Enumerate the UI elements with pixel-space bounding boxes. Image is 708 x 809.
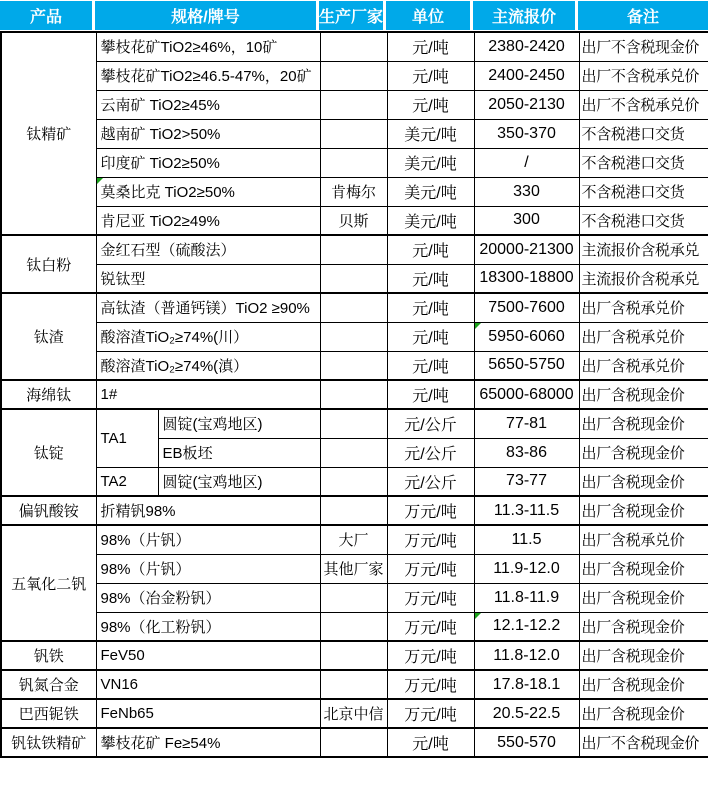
table-row xyxy=(1,264,708,293)
note-cell[interactable]: 不含税港口交货 xyxy=(579,177,708,206)
spec-cell[interactable]: 圆锭(宝鸡地区) xyxy=(158,409,320,438)
spec-cell[interactable]: FeV50 xyxy=(96,641,320,670)
manufacturer-cell[interactable] xyxy=(320,583,387,612)
unit-cell[interactable]: 元/吨 xyxy=(387,264,474,293)
manufacturer-cell[interactable] xyxy=(320,380,387,409)
spec-cell[interactable]: EB板坯 xyxy=(158,438,320,467)
note-cell[interactable]: 出厂含税现金价 xyxy=(579,467,708,496)
unit-cell[interactable]: 万元/吨 xyxy=(387,670,474,699)
spec-cell[interactable]: 印度矿 TiO2≥50% xyxy=(96,148,320,177)
note-cell[interactable]: 出厂含税现金价 xyxy=(579,438,708,467)
unit-cell[interactable]: 美元/吨 xyxy=(387,148,474,177)
note-cell[interactable]: 出厂不含税承兑价 xyxy=(579,90,708,119)
table-row xyxy=(1,351,708,380)
note-cell[interactable]: 不含税港口交货 xyxy=(579,119,708,148)
unit-cell[interactable]: 万元/吨 xyxy=(387,641,474,670)
spec-cell[interactable]: 98%（冶金粉钒） xyxy=(96,583,320,612)
price-cell[interactable]: 300 xyxy=(474,206,579,235)
note-cell[interactable]: 出厂含税承兑价 xyxy=(579,351,708,380)
price-cell[interactable]: 330 xyxy=(474,177,579,206)
spec-cell[interactable]: 折精钒98% xyxy=(96,496,320,525)
price-cell[interactable]: 11.3-11.5 xyxy=(474,496,579,525)
product-cell[interactable]: 钛锭 xyxy=(1,409,96,496)
product-cell[interactable]: 偏钒酸铵 xyxy=(1,496,96,525)
product-cell[interactable]: 巴西铌铁 xyxy=(1,699,96,728)
price-cell[interactable]: 550-570 xyxy=(474,728,579,757)
product-cell[interactable]: 钛渣 xyxy=(1,293,96,380)
manufacturer-cell[interactable] xyxy=(320,438,387,467)
manufacturer-cell[interactable] xyxy=(320,670,387,699)
table-row xyxy=(1,206,708,235)
table-header xyxy=(0,0,708,31)
note-cell[interactable]: 出厂含税现金价 xyxy=(579,496,708,525)
spec-cell[interactable]: 金红石型（硫酸法） xyxy=(96,235,320,264)
price-cell[interactable]: 5650-5750 xyxy=(474,351,579,380)
note-cell[interactable]: 主流报价含税承兑 xyxy=(579,235,708,264)
spec-cell[interactable]: 98%（化工粉钒） xyxy=(96,612,320,641)
unit-cell[interactable]: 元/吨 xyxy=(387,322,474,351)
comment-indicator-icon xyxy=(97,178,103,184)
column-header-manufacturer[interactable]: 生产厂家 xyxy=(319,1,386,30)
table-row xyxy=(1,525,708,554)
spec-cell[interactable]: 锐钛型 xyxy=(96,264,320,293)
spec-cell[interactable]: 圆锭(宝鸡地区) xyxy=(158,467,320,496)
grade-cell[interactable]: TA2 xyxy=(96,467,158,496)
manufacturer-cell[interactable] xyxy=(320,612,387,641)
unit-cell[interactable]: 万元/吨 xyxy=(387,496,474,525)
product-cell[interactable]: 钒氮合金 xyxy=(1,670,96,699)
note-cell[interactable]: 出厂不含税现金价 xyxy=(579,32,708,61)
spec-cell[interactable]: 攀枝花矿 Fe≥54% xyxy=(96,728,320,757)
table-row xyxy=(1,612,708,641)
spec-cell[interactable]: 98%（片钒） xyxy=(96,554,320,583)
table-row xyxy=(1,293,708,322)
spec-cell[interactable]: 酸溶渣TiO₂≥74%(川） xyxy=(96,322,320,351)
manufacturer-cell[interactable] xyxy=(320,148,387,177)
unit-cell[interactable]: 元/吨 xyxy=(387,90,474,119)
manufacturer-cell[interactable] xyxy=(320,119,387,148)
unit-cell[interactable]: 元/吨 xyxy=(387,351,474,380)
note-cell[interactable]: 出厂含税承兑价 xyxy=(579,322,708,351)
spec-value: 莫桑比克 TiO2≥50% xyxy=(100,184,235,201)
note-cell[interactable]: 出厂不含税承兑价 xyxy=(579,61,708,90)
manufacturer-cell[interactable]: 肯梅尔 xyxy=(320,177,387,206)
spec-cell[interactable]: 1# xyxy=(96,380,320,409)
price-cell[interactable]: 350-370 xyxy=(474,119,579,148)
spec-cell[interactable]: 酸溶渣TiO₂≥74%(滇） xyxy=(96,351,320,380)
table-row xyxy=(1,148,708,177)
table-row xyxy=(1,583,708,612)
table-row xyxy=(1,554,708,583)
price-cell[interactable] xyxy=(474,322,579,351)
unit-cell[interactable]: 元/公斤 xyxy=(387,409,474,438)
price-cell[interactable]: 20000-21300 xyxy=(474,235,579,264)
unit-cell[interactable]: 万元/吨 xyxy=(387,699,474,728)
manufacturer-cell[interactable]: 贝斯 xyxy=(320,206,387,235)
note-cell[interactable]: 出厂含税现金价 xyxy=(579,670,708,699)
comment-indicator-icon xyxy=(475,613,481,619)
unit-cell[interactable]: 元/吨 xyxy=(387,293,474,322)
price-cell[interactable]: 11.8-12.0 xyxy=(474,641,579,670)
unit-cell[interactable]: 万元/吨 xyxy=(387,554,474,583)
spec-cell[interactable]: 攀枝花矿TiO2≥46%，10矿 xyxy=(96,32,320,61)
table-row xyxy=(1,177,708,206)
comment-indicator-icon xyxy=(475,323,481,329)
manufacturer-cell[interactable] xyxy=(320,496,387,525)
manufacturer-cell[interactable] xyxy=(320,322,387,351)
price-cell[interactable] xyxy=(474,612,579,641)
table-row xyxy=(1,235,708,264)
note-cell[interactable]: 出厂含税承兑价 xyxy=(579,525,708,554)
unit-cell[interactable]: 元/吨 xyxy=(387,32,474,61)
price-cell[interactable]: 2400-2450 xyxy=(474,61,579,90)
manufacturer-cell[interactable] xyxy=(320,467,387,496)
unit-cell[interactable]: 万元/吨 xyxy=(387,583,474,612)
price-table xyxy=(0,31,708,758)
table-row xyxy=(1,90,708,119)
manufacturer-cell[interactable] xyxy=(320,32,387,61)
unit-cell[interactable]: 元/公斤 xyxy=(387,438,474,467)
price-value: 12.1-12.2 xyxy=(492,617,561,635)
column-header-spec[interactable]: 规格/牌号 xyxy=(95,1,319,30)
table-row xyxy=(1,119,708,148)
product-cell[interactable]: 海绵钛 xyxy=(1,380,96,409)
spec-cell[interactable]: FeNb65 xyxy=(96,699,320,728)
spec-cell[interactable]: 越南矿 TiO2>50% xyxy=(96,119,320,148)
price-cell[interactable]: 20.5-22.5 xyxy=(474,699,579,728)
unit-cell[interactable]: 元/吨 xyxy=(387,235,474,264)
table-row xyxy=(1,641,708,670)
table-row xyxy=(1,670,708,699)
spec-cell[interactable]: 高钛渣（普通钙镁）TiO2 ≥90% xyxy=(96,293,320,322)
manufacturer-cell[interactable]: 其他厂家 xyxy=(320,554,387,583)
grade-cell[interactable]: TA1 xyxy=(96,409,158,467)
unit-cell[interactable]: 元/吨 xyxy=(387,728,474,757)
table-row xyxy=(1,496,708,525)
price-cell[interactable]: 83-86 xyxy=(474,438,579,467)
manufacturer-cell[interactable] xyxy=(320,235,387,264)
column-header-product[interactable]: 产品 xyxy=(0,1,95,30)
table-row xyxy=(1,467,708,496)
manufacturer-cell[interactable] xyxy=(320,264,387,293)
note-cell[interactable]: 出厂含税现金价 xyxy=(579,380,708,409)
price-cell[interactable]: 17.8-18.1 xyxy=(474,670,579,699)
unit-cell[interactable]: 万元/吨 xyxy=(387,525,474,554)
note-cell[interactable]: 出厂含税承兑价 xyxy=(579,293,708,322)
note-cell[interactable]: 不含税港口交货 xyxy=(579,206,708,235)
table-row xyxy=(1,322,708,351)
table-row xyxy=(1,409,708,438)
product-cell[interactable]: 钛精矿 xyxy=(1,32,96,235)
price-cell[interactable]: / xyxy=(474,148,579,177)
manufacturer-cell[interactable] xyxy=(320,90,387,119)
price-cell[interactable]: 65000-68000 xyxy=(474,380,579,409)
note-cell[interactable]: 出厂含税现金价 xyxy=(579,699,708,728)
product-cell[interactable]: 五氧化二钒 xyxy=(1,525,96,641)
unit-cell[interactable]: 美元/吨 xyxy=(387,119,474,148)
note-cell[interactable]: 出厂含税现金价 xyxy=(579,409,708,438)
manufacturer-cell[interactable] xyxy=(320,61,387,90)
manufacturer-cell[interactable] xyxy=(320,293,387,322)
spec-cell[interactable]: 98%（片钒） xyxy=(96,525,320,554)
price-cell[interactable]: 2050-2130 xyxy=(474,90,579,119)
column-header-note[interactable]: 备注 xyxy=(578,1,708,30)
product-cell[interactable]: 钒钛铁精矿 xyxy=(1,728,96,757)
table-row xyxy=(1,728,708,757)
price-cell[interactable]: 11.5 xyxy=(474,525,579,554)
unit-cell[interactable]: 美元/吨 xyxy=(387,177,474,206)
unit-cell[interactable]: 元/公斤 xyxy=(387,467,474,496)
note-cell[interactable]: 出厂含税现金价 xyxy=(579,612,708,641)
column-header-price[interactable]: 主流报价 xyxy=(473,1,578,30)
table-row xyxy=(1,699,708,728)
price-cell[interactable]: 11.9-12.0 xyxy=(474,554,579,583)
unit-cell[interactable]: 元/吨 xyxy=(387,61,474,90)
manufacturer-cell[interactable] xyxy=(320,409,387,438)
spec-cell[interactable]: VN16 xyxy=(96,670,320,699)
column-header-unit[interactable]: 单位 xyxy=(386,1,473,30)
note-cell[interactable]: 出厂含税现金价 xyxy=(579,583,708,612)
manufacturer-cell[interactable] xyxy=(320,728,387,757)
table-row xyxy=(1,32,708,61)
price-value: 5950-6060 xyxy=(488,327,565,345)
manufacturer-cell[interactable] xyxy=(320,351,387,380)
unit-cell[interactable]: 万元/吨 xyxy=(387,612,474,641)
table-row xyxy=(1,380,708,409)
spec-cell[interactable]: 肯尼亚 TiO2≥49% xyxy=(96,206,320,235)
price-cell[interactable]: 7500-7600 xyxy=(474,293,579,322)
product-cell[interactable]: 钒铁 xyxy=(1,641,96,670)
price-cell[interactable]: 2380-2420 xyxy=(474,32,579,61)
spec-cell[interactable] xyxy=(96,177,320,206)
note-cell[interactable]: 出厂不含税现金价 xyxy=(579,728,708,757)
manufacturer-cell[interactable]: 大厂 xyxy=(320,525,387,554)
unit-cell[interactable]: 美元/吨 xyxy=(387,206,474,235)
price-cell[interactable]: 73-77 xyxy=(474,467,579,496)
note-cell[interactable]: 出厂含税现金价 xyxy=(579,641,708,670)
note-cell[interactable]: 不含税港口交货 xyxy=(579,148,708,177)
spec-cell[interactable]: 攀枝花矿TiO2≥46.5-47%，20矿 xyxy=(96,61,320,90)
table-row xyxy=(1,61,708,90)
spec-cell[interactable]: 云南矿 TiO2≥45% xyxy=(96,90,320,119)
manufacturer-cell[interactable]: 北京中信 xyxy=(320,699,387,728)
note-cell[interactable]: 主流报价含税承兑 xyxy=(579,264,708,293)
price-cell[interactable]: 77-81 xyxy=(474,409,579,438)
product-cell[interactable]: 钛白粉 xyxy=(1,235,96,293)
manufacturer-cell[interactable] xyxy=(320,641,387,670)
unit-cell[interactable]: 元/吨 xyxy=(387,380,474,409)
price-cell[interactable]: 11.8-11.9 xyxy=(474,583,579,612)
price-cell[interactable]: 18300-18800 xyxy=(474,264,579,293)
note-cell[interactable]: 出厂含税现金价 xyxy=(579,554,708,583)
